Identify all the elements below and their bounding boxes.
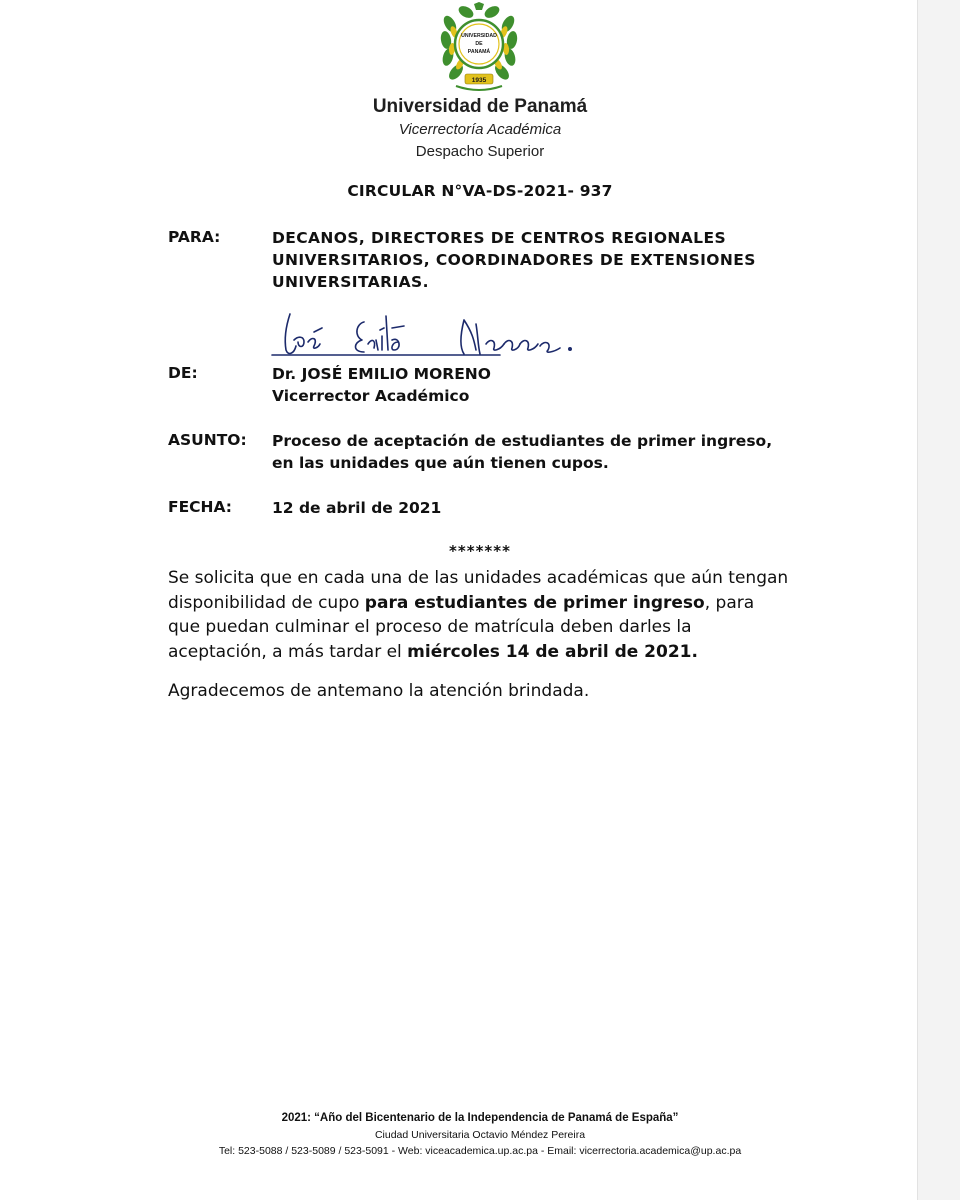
body-line: que puedan culminar el proceso de matrícula deben darles la xyxy=(168,617,692,637)
body-line: disponibilidad de cupo para estudiantes de primer ingreso, para xyxy=(168,592,755,613)
subject-line: en las unidades que aún tienen cupos. xyxy=(272,454,609,472)
handwritten-signature xyxy=(268,306,588,368)
closing-line: Agradecemos de antemano la atención brindada. xyxy=(168,681,590,701)
fecha-value: 12 de abril de 2021 xyxy=(272,499,442,517)
body-line: Se solicita que en cada una de las unidades académicas que aún tengan xyxy=(168,568,789,588)
seal-line-3: PANAMÁ xyxy=(467,49,491,55)
footer-campus: Ciudad Universitaria Octavio Méndez Pereira xyxy=(374,1129,586,1141)
footer-motto: 2021: “Año del Bicentenario de la Independencia de Panamá de España” xyxy=(281,1112,679,1124)
seal-line-1: UNIVERSIDAD xyxy=(461,33,497,39)
circular-number: CIRCULAR N°VA-DS-2021- 937 xyxy=(347,182,613,200)
para-line: UNIVERSITARIAS. xyxy=(272,273,429,291)
subject-line: Proceso de aceptación de estudiantes de primer ingreso, xyxy=(272,432,773,450)
fecha-label: FECHA: xyxy=(168,498,233,516)
body-paragraph xyxy=(168,566,792,664)
university-seal xyxy=(438,2,520,94)
para-label: PARA: xyxy=(168,228,221,246)
de-sender xyxy=(272,363,794,407)
para-line: UNIVERSITARIOS, COORDINADORES DE EXTENSIONES xyxy=(272,251,756,269)
university-name: Universidad de Panamá xyxy=(372,96,588,117)
asunto-label: ASUNTO: xyxy=(168,431,247,449)
para-recipients xyxy=(272,227,794,293)
sender-name: Dr. JOSÉ EMILIO MORENO xyxy=(272,365,491,383)
seal-year: 1935 xyxy=(471,77,487,84)
de-label: DE: xyxy=(168,364,198,382)
para-line: DECANOS, DIRECTORES DE CENTROS REGIONALES xyxy=(272,229,727,247)
page-edge xyxy=(917,0,960,1200)
unit-name: Despacho Superior xyxy=(415,143,545,160)
seal-line-2: DE xyxy=(475,41,483,47)
office-name: Vicerrectoría Académica xyxy=(398,121,562,138)
sender-title: Vicerrector Académico xyxy=(272,387,470,405)
separator-stars: ******* xyxy=(449,542,511,560)
footer-contact: Tel: 523-5088 / 523-5089 / 523-5091 - Web: viceacademica.up.ac.pa - Email: vicerrectoria.academica@up.ac.pa xyxy=(218,1145,742,1157)
body-line: aceptación, a más tardar el miércoles 14 de abril de 2021. xyxy=(168,641,698,662)
asunto-subject xyxy=(272,430,794,474)
